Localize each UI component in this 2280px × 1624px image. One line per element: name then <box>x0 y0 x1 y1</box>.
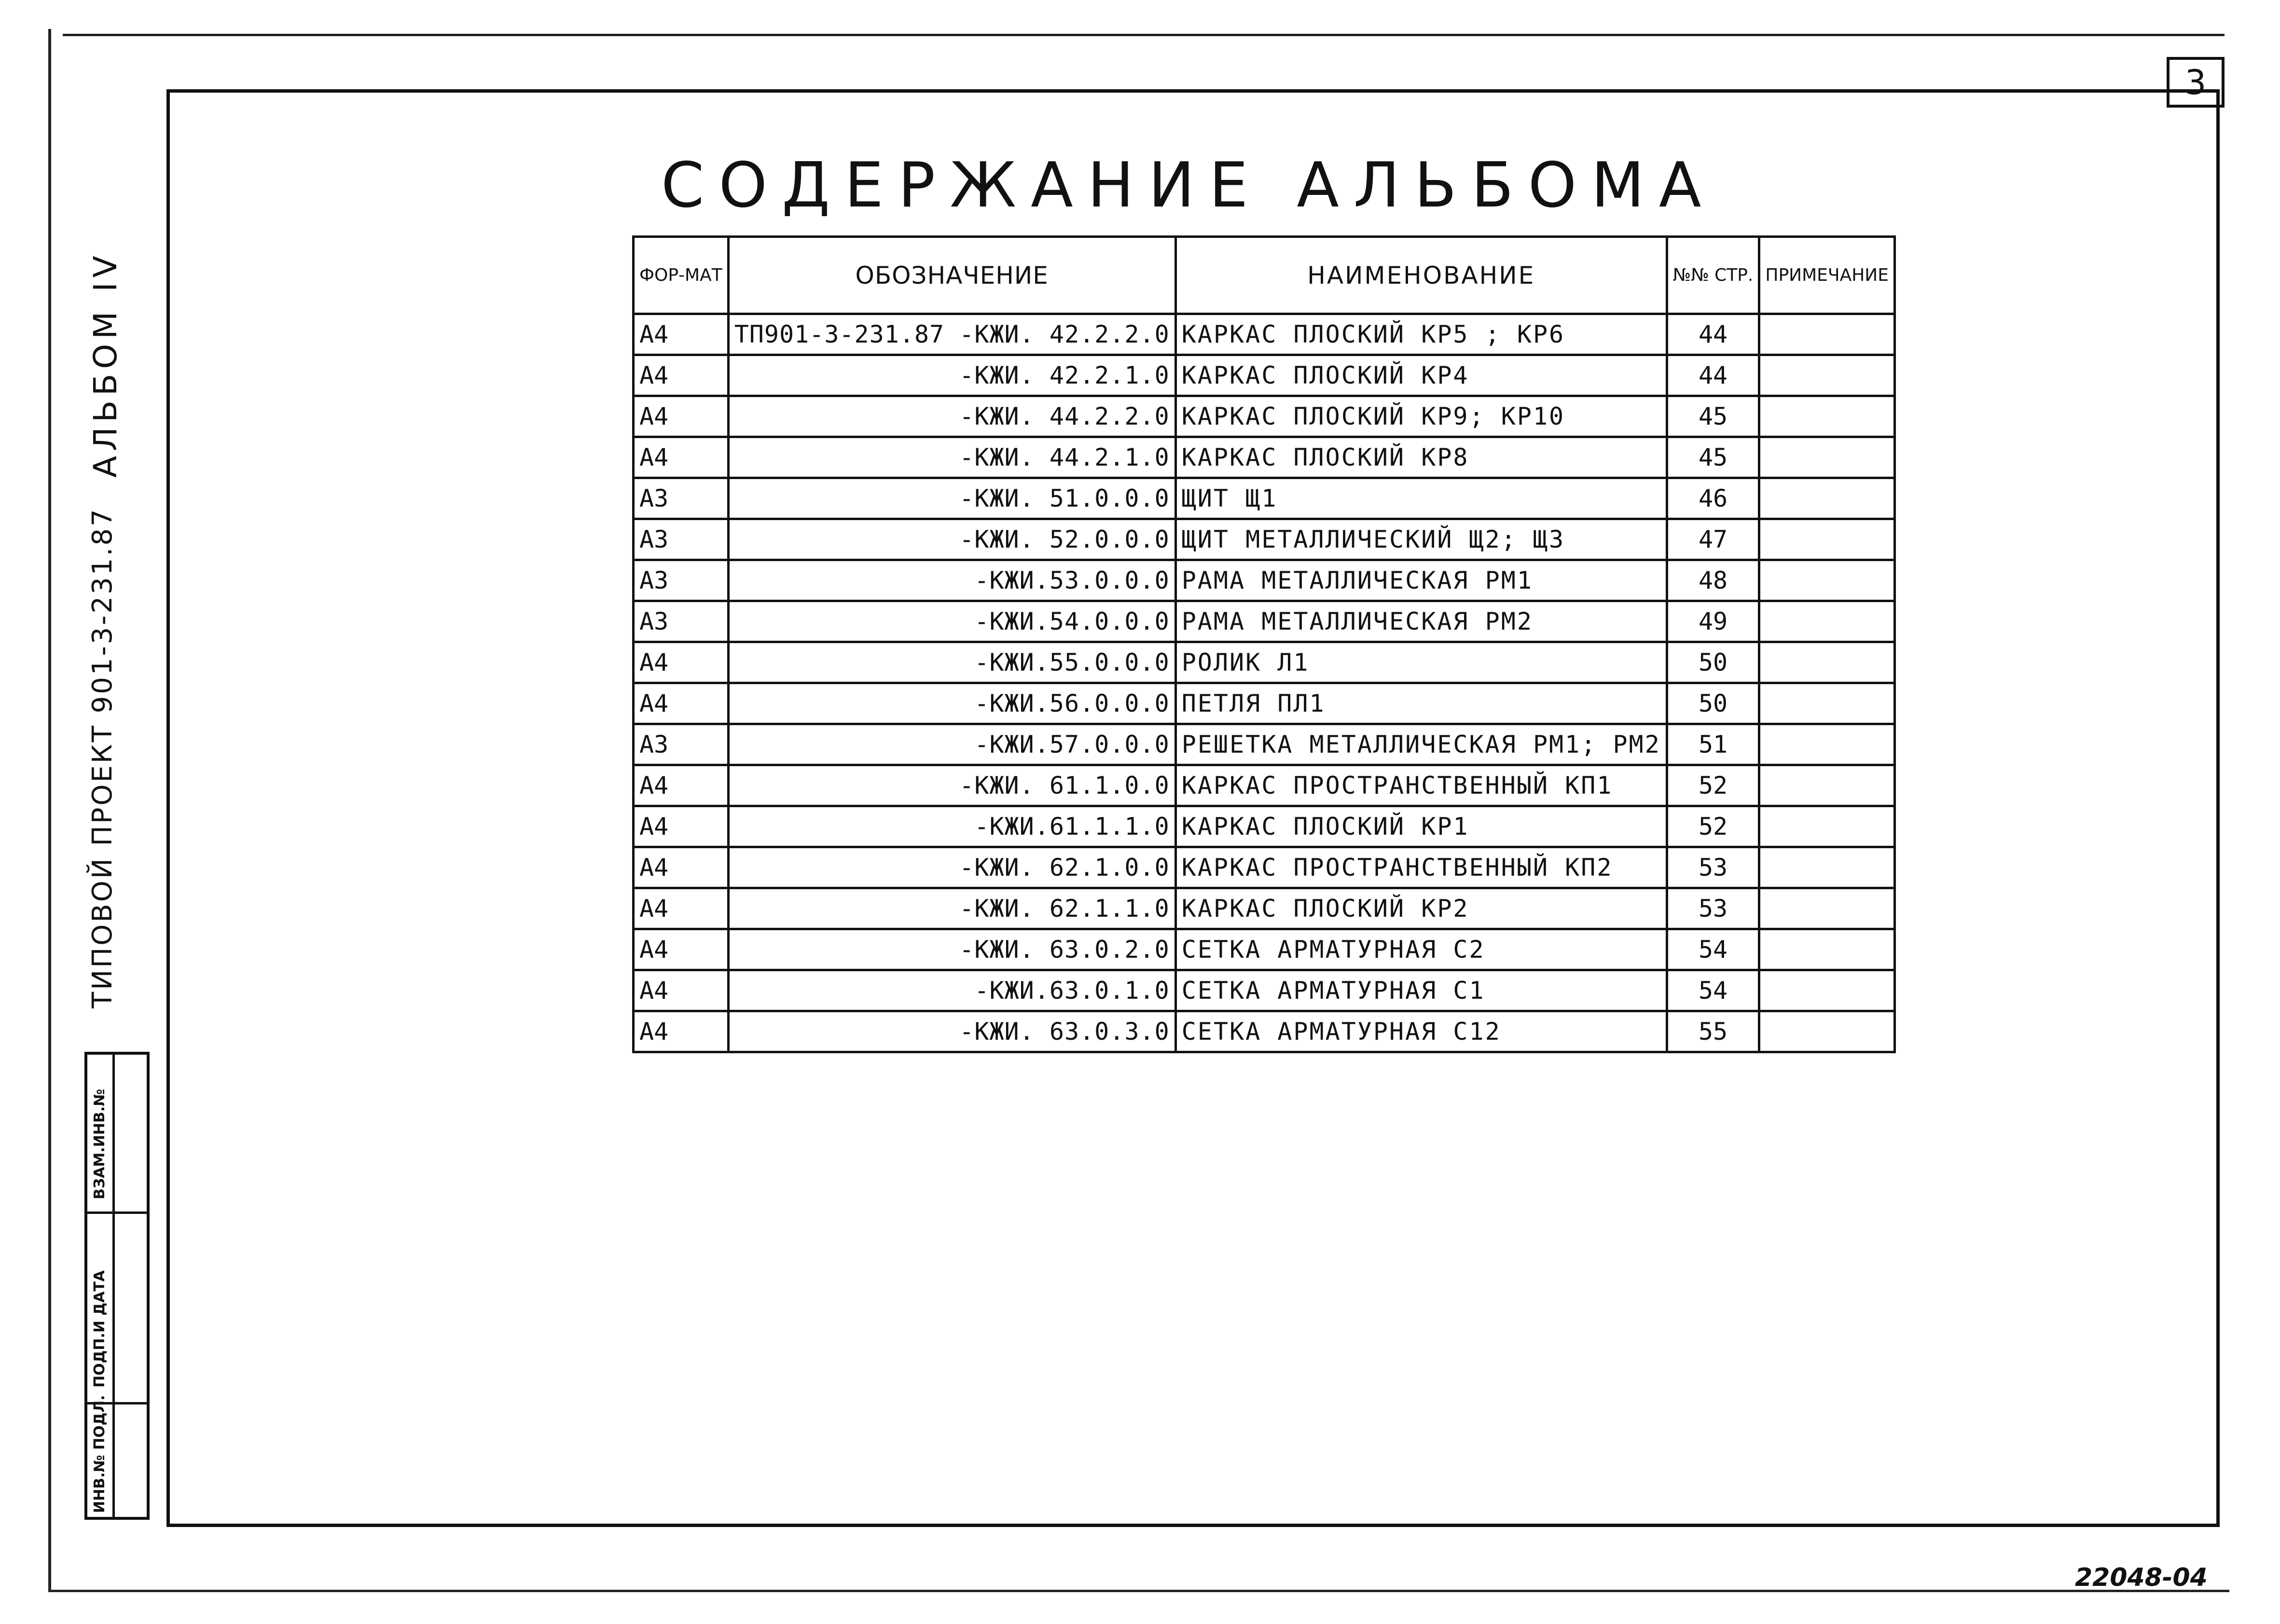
table-row <box>634 314 1895 355</box>
row-name: ПЕТЛЯ ПЛ1 <box>1175 683 1667 724</box>
table-row <box>634 478 1895 519</box>
row-format: А3 <box>634 478 729 519</box>
table-row <box>634 724 1895 765</box>
row-page: 52 <box>1667 806 1759 847</box>
stamp-label-signature: ПОДП.И ДАТА <box>91 1270 108 1388</box>
row-name: РАМА МЕТАЛЛИЧЕСКАЯ РМ1 <box>1175 560 1667 601</box>
row-format: А4 <box>634 355 729 396</box>
table-row <box>634 355 1895 396</box>
row-page: 55 <box>1667 1011 1759 1052</box>
row-page: 50 <box>1667 683 1759 724</box>
row-designation: -КЖИ. 44.2.2.0 <box>728 396 1175 437</box>
table-row <box>634 519 1895 560</box>
stamp-cell-replacement <box>87 1055 147 1214</box>
row-page: 50 <box>1667 642 1759 683</box>
row-designation: -КЖИ.57.0.0.0 <box>728 724 1175 765</box>
row-format: А4 <box>634 929 729 970</box>
row-designation: -КЖИ. 44.2.1.0 <box>728 437 1175 478</box>
row-format: А4 <box>634 847 729 888</box>
row-format: А3 <box>634 560 729 601</box>
row-format: А3 <box>634 601 729 642</box>
row-page: 44 <box>1667 314 1759 355</box>
row-note <box>1759 929 1895 970</box>
row-format: А4 <box>634 437 729 478</box>
row-format: А3 <box>634 519 729 560</box>
row-note <box>1759 437 1895 478</box>
header-format: ФОР-МАТ <box>634 237 729 314</box>
row-designation: -КЖИ. 63.0.2.0 <box>728 929 1175 970</box>
row-name: КАРКАС ПЛОСКИЙ КР5 ; КР6 <box>1175 314 1667 355</box>
row-name: РАМА МЕТАЛЛИЧЕСКАЯ РМ2 <box>1175 601 1667 642</box>
row-designation: -КЖИ.55.0.0.0 <box>728 642 1175 683</box>
row-name: КАРКАС ПЛОСКИЙ КР4 <box>1175 355 1667 396</box>
row-designation: -КЖИ. 62.1.0.0 <box>728 847 1175 888</box>
row-note <box>1759 355 1895 396</box>
stamp-cell-signature <box>87 1214 147 1404</box>
row-name: КАРКАС ПЛОСКИЙ КР2 <box>1175 888 1667 929</box>
row-note <box>1759 683 1895 724</box>
row-name: РЕШЕТКА МЕТАЛЛИЧЕСКАЯ РМ1; РМ2 <box>1175 724 1667 765</box>
table-header-row <box>634 237 1895 314</box>
table-row <box>634 601 1895 642</box>
project-label: ТИПОВОЙ ПРОЕКТ 901-3-231.87 <box>87 507 118 1008</box>
row-designation: -КЖИ. 42.2.1.0 <box>728 355 1175 396</box>
table-row <box>634 560 1895 601</box>
row-format: А4 <box>634 806 729 847</box>
row-designation: ТП901-3-231.87 -КЖИ. 42.2.2.0 <box>728 314 1175 355</box>
row-name: ЩИТ МЕТАЛЛИЧЕСКИЙ Щ2; Щ3 <box>1175 519 1667 560</box>
row-page: 54 <box>1667 970 1759 1011</box>
row-designation: -КЖИ.53.0.0.0 <box>728 560 1175 601</box>
row-note <box>1759 847 1895 888</box>
row-page: 53 <box>1667 888 1759 929</box>
row-note <box>1759 519 1895 560</box>
row-format: А4 <box>634 396 729 437</box>
row-name: СЕТКА АРМАТУРНАЯ С12 <box>1175 1011 1667 1052</box>
table-row <box>634 970 1895 1011</box>
contents-table <box>632 235 1896 1053</box>
row-note <box>1759 724 1895 765</box>
page-title: СОДЕРЖАНИЕ АЛЬБОМА <box>661 150 1716 221</box>
row-designation: -КЖИ. 62.1.1.0 <box>728 888 1175 929</box>
row-page: 45 <box>1667 437 1759 478</box>
table-row <box>634 642 1895 683</box>
table-row <box>634 437 1895 478</box>
row-note <box>1759 560 1895 601</box>
row-format: А4 <box>634 765 729 806</box>
row-format: А4 <box>634 1011 729 1052</box>
row-designation: -КЖИ. 52.0.0.0 <box>728 519 1175 560</box>
row-name: КАРКАС ПЛОСКИЙ КР8 <box>1175 437 1667 478</box>
table-row <box>634 806 1895 847</box>
row-note <box>1759 396 1895 437</box>
header-note: ПРИМЕЧАНИЕ <box>1759 237 1895 314</box>
table-row <box>634 396 1895 437</box>
row-designation: -КЖИ. 61.1.0.0 <box>728 765 1175 806</box>
row-format: А4 <box>634 888 729 929</box>
row-note <box>1759 888 1895 929</box>
row-designation: -КЖИ. 51.0.0.0 <box>728 478 1175 519</box>
album-label: АЛЬБОМ IV <box>87 251 124 478</box>
row-page: 44 <box>1667 355 1759 396</box>
row-designation: -КЖИ. 63.0.3.0 <box>728 1011 1175 1052</box>
row-name: СЕТКА АРМАТУРНАЯ С1 <box>1175 970 1667 1011</box>
row-format: А4 <box>634 642 729 683</box>
row-page: 48 <box>1667 560 1759 601</box>
row-page: 53 <box>1667 847 1759 888</box>
row-note <box>1759 601 1895 642</box>
row-note <box>1759 642 1895 683</box>
row-designation: -КЖИ.63.0.1.0 <box>728 970 1175 1011</box>
row-page: 46 <box>1667 478 1759 519</box>
row-note <box>1759 478 1895 519</box>
row-page: 45 <box>1667 396 1759 437</box>
row-name: СЕТКА АРМАТУРНАЯ С2 <box>1175 929 1667 970</box>
table-row <box>634 1011 1895 1052</box>
row-format: А4 <box>634 683 729 724</box>
row-note <box>1759 1011 1895 1052</box>
row-note <box>1759 314 1895 355</box>
document-code: 22048-04 <box>2075 1563 2208 1592</box>
row-name: КАРКАС ПРОСТРАНСТВЕННЫЙ КП1 <box>1175 765 1667 806</box>
header-name: НАИМЕНОВАНИЕ <box>1175 237 1667 314</box>
row-note <box>1759 970 1895 1011</box>
stamp-label-inventory: ИНВ.№ ПОДЛ. <box>91 1395 108 1513</box>
row-format: А4 <box>634 314 729 355</box>
row-note <box>1759 806 1895 847</box>
table-row <box>634 683 1895 724</box>
row-page: 51 <box>1667 724 1759 765</box>
sheet-number: 3 <box>2167 57 2225 108</box>
row-page: 49 <box>1667 601 1759 642</box>
table-row <box>634 765 1895 806</box>
approval-stamp <box>84 1052 150 1520</box>
row-page: 54 <box>1667 929 1759 970</box>
row-name: РОЛИК Л1 <box>1175 642 1667 683</box>
stamp-cell-inventory <box>87 1395 147 1517</box>
row-page: 47 <box>1667 519 1759 560</box>
row-designation: -КЖИ.54.0.0.0 <box>728 601 1175 642</box>
row-format: А4 <box>634 970 729 1011</box>
header-designation: ОБОЗНАЧЕНИЕ <box>728 237 1175 314</box>
table-row <box>634 847 1895 888</box>
row-designation: -КЖИ.56.0.0.0 <box>728 683 1175 724</box>
row-name: КАРКАС ПРОСТРАНСТВЕННЫЙ КП2 <box>1175 847 1667 888</box>
row-page: 52 <box>1667 765 1759 806</box>
stamp-label-replacement: ВЗАМ.ИНВ.№ <box>91 1088 108 1199</box>
header-page: №№ СТР. <box>1667 237 1759 314</box>
row-designation: -КЖИ.61.1.1.0 <box>728 806 1175 847</box>
row-format: А3 <box>634 724 729 765</box>
row-name: КАРКАС ПЛОСКИЙ КР1 <box>1175 806 1667 847</box>
table-row <box>634 929 1895 970</box>
row-name: ЩИТ Щ1 <box>1175 478 1667 519</box>
row-name: КАРКАС ПЛОСКИЙ КР9; КР10 <box>1175 396 1667 437</box>
row-note <box>1759 765 1895 806</box>
table-row <box>634 888 1895 929</box>
